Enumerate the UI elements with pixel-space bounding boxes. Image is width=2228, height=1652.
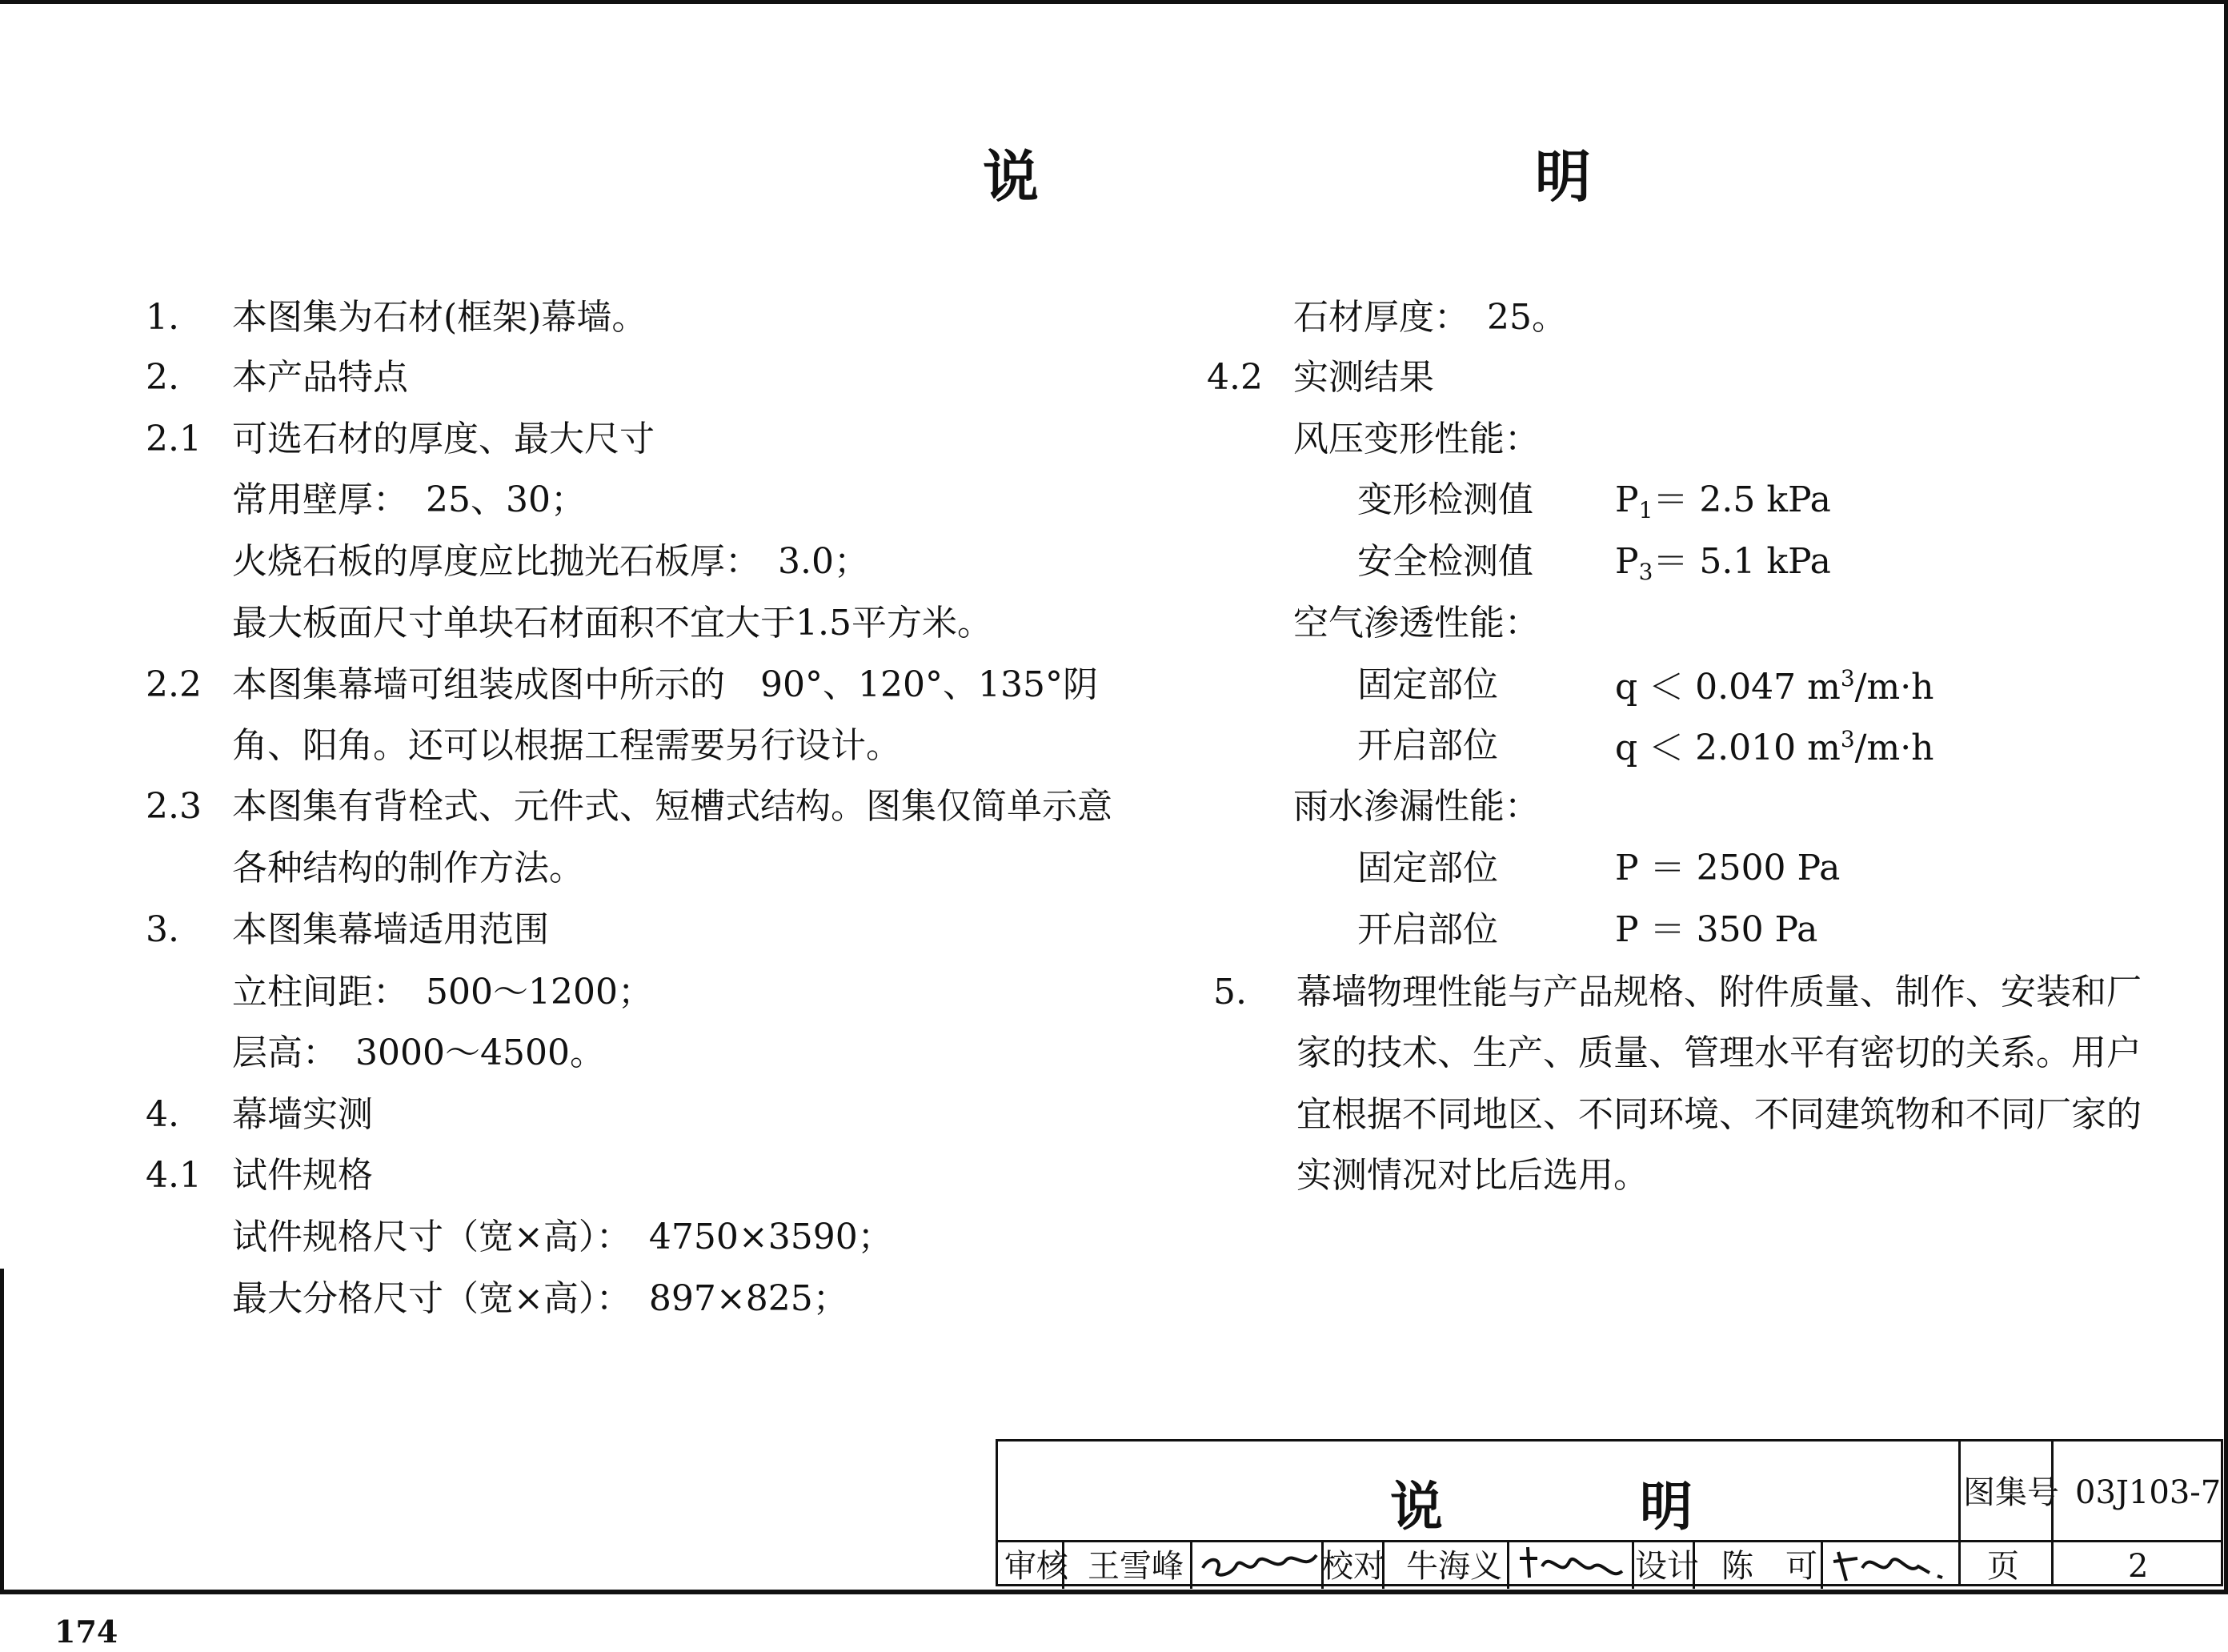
left-item-text: 本图集为石材(框架)幕墙。 bbox=[232, 297, 647, 338]
left-item-text: 本图集有背栓式、元件式、短槽式结构。图集仅简单示意 bbox=[232, 786, 1112, 827]
wind-deformation-value bbox=[1615, 479, 1831, 523]
left-item-text: 层高： 3000～4500。 bbox=[232, 1032, 605, 1073]
left-item-number: 2.3 bbox=[146, 786, 202, 827]
left-item-number: 3. bbox=[146, 909, 179, 950]
left-item-number: 4. bbox=[146, 1094, 179, 1135]
atlas-number: 03J103-7 bbox=[2075, 1474, 2222, 1511]
title-block-vline bbox=[1821, 1540, 1823, 1589]
unit-text: /m·h bbox=[1854, 667, 1934, 708]
left-item-text: 试件规格尺寸（宽×高）： 4750×3590； bbox=[232, 1217, 893, 1257]
subscript: 3 bbox=[1638, 559, 1653, 585]
page-number: 174 bbox=[54, 1614, 118, 1650]
title-block-vline bbox=[1632, 1540, 1634, 1589]
rain-leakage-title: 雨水渗漏性能： bbox=[1293, 786, 1540, 827]
page-label: 页 bbox=[1987, 1548, 2019, 1585]
designer-signature bbox=[1830, 1541, 1950, 1595]
left-item-number: 4.1 bbox=[146, 1155, 202, 1196]
left-item-text: 可选石材的厚度、最大尺寸 bbox=[232, 419, 655, 459]
superscript: 3 bbox=[1840, 665, 1855, 692]
sec42-title: 实测结果 bbox=[1293, 357, 1434, 398]
signature-scribble-icon bbox=[1200, 1544, 1320, 1586]
title-block-vline bbox=[1507, 1540, 1509, 1589]
p-symbol: P bbox=[1615, 479, 1639, 520]
page-title: 说 明 bbox=[983, 143, 1719, 210]
air-permeability-title: 空气渗透性能： bbox=[1293, 603, 1540, 644]
left-item-text: 火烧石板的厚度应比抛光石板厚： 3.0； bbox=[232, 541, 869, 582]
air-open-label: 开启部位 bbox=[1357, 725, 1498, 766]
value-text: q ＜ 2.010 m bbox=[1615, 728, 1841, 768]
left-item-text: 幕墙实测 bbox=[232, 1094, 373, 1135]
left-item-number: 1. bbox=[146, 297, 179, 338]
left-item-text: 试件规格 bbox=[232, 1155, 373, 1196]
check-label: 校对 bbox=[1321, 1548, 1385, 1585]
left-item-number: 2.1 bbox=[146, 419, 202, 459]
left-item-text: 本产品特点 bbox=[232, 357, 408, 398]
wind-deformation-label: 变形检测值 bbox=[1357, 479, 1533, 520]
sec5-number: 5. bbox=[1213, 972, 1247, 1012]
subscript: 1 bbox=[1638, 497, 1653, 523]
reviewer-name: 王雪峰 bbox=[1088, 1548, 1184, 1585]
sec5-line: 幕墙物理性能与产品规格、附件质量、制作、安装和厂 bbox=[1296, 972, 2142, 1012]
reviewer-signature bbox=[1200, 1544, 1320, 1594]
rain-fixed-label: 固定部位 bbox=[1357, 848, 1498, 888]
atlas-number-label: 图集号 bbox=[1963, 1474, 2059, 1511]
review-label: 审核 bbox=[1004, 1548, 1068, 1585]
value-text: q ＜ 0.047 m bbox=[1615, 667, 1841, 708]
wind-safety-value bbox=[1615, 541, 1831, 585]
frame-right-border bbox=[2224, 0, 2228, 1594]
signature-scribble-icon bbox=[1515, 1542, 1627, 1587]
checker-name: 牛海义 bbox=[1406, 1548, 1502, 1585]
sec5-line: 实测情况对比后选用。 bbox=[1296, 1155, 1649, 1196]
value-text: ＝ 2.5 kPa bbox=[1653, 479, 1831, 520]
superscript: 3 bbox=[1840, 726, 1855, 752]
sec5-line: 宜根据不同地区、不同环境、不同建筑物和不同厂家的 bbox=[1296, 1094, 2142, 1135]
left-item-text: 最大板面尺寸单块石材面积不宜大于1.5平方米。 bbox=[232, 603, 992, 644]
left-item-text: 常用壁厚： 25、30； bbox=[232, 479, 586, 520]
left-item-text: 立柱间距： 500～1200； bbox=[232, 972, 653, 1012]
frame-top-border bbox=[0, 0, 2228, 4]
title-block-title: 说 明 bbox=[1390, 1475, 1765, 1538]
left-item-text: 角、阳角。还可以根据工程需要另行设计。 bbox=[232, 725, 901, 766]
title-block bbox=[996, 1439, 2223, 1586]
air-fixed-label: 固定部位 bbox=[1357, 664, 1498, 705]
sec5-line: 家的技术、生产、质量、管理水平有密切的关系。用户 bbox=[1296, 1032, 2142, 1073]
design-label: 设计 bbox=[1635, 1548, 1699, 1585]
left-item-number: 2. bbox=[146, 357, 179, 398]
air-open-value bbox=[1615, 728, 1934, 766]
left-item-text: 各种结构的制作方法。 bbox=[232, 848, 584, 888]
stone-thickness: 石材厚度： 25。 bbox=[1293, 297, 1567, 338]
rain-open-value: P ＝ 350 Pa bbox=[1615, 909, 1818, 950]
frame-left-border bbox=[0, 1269, 4, 1594]
signature-scribble-icon bbox=[1830, 1541, 1950, 1587]
checker-signature bbox=[1515, 1542, 1627, 1595]
title-block-vline bbox=[2051, 1441, 2054, 1584]
left-item-text: 本图集幕墙适用范围 bbox=[232, 909, 549, 950]
designer-name: 陈 可 bbox=[1721, 1548, 1817, 1585]
air-fixed-value bbox=[1615, 665, 1934, 708]
left-item-text: 本图集幕墙可组装成图中所示的 90°、120°、135°阴 bbox=[232, 664, 1098, 705]
p-symbol: P bbox=[1615, 541, 1639, 582]
rain-open-label: 开启部位 bbox=[1357, 909, 1498, 950]
unit-text: /m·h bbox=[1854, 728, 1934, 768]
wind-pressure-title: 风压变形性能： bbox=[1293, 419, 1540, 459]
wind-safety-label: 安全检测值 bbox=[1357, 541, 1533, 582]
sec42-number: 4.2 bbox=[1207, 357, 1263, 398]
left-item-number: 2.2 bbox=[146, 664, 202, 705]
title-block-vline bbox=[1190, 1540, 1192, 1589]
title-block-vline bbox=[1958, 1441, 1961, 1584]
rain-fixed-value: P ＝ 2500 Pa bbox=[1615, 848, 1841, 888]
page-value: 2 bbox=[2128, 1548, 2149, 1585]
value-text: ＝ 5.1 kPa bbox=[1653, 541, 1831, 582]
left-item-text: 最大分格尺寸（宽×高）： 897×825； bbox=[232, 1278, 848, 1319]
